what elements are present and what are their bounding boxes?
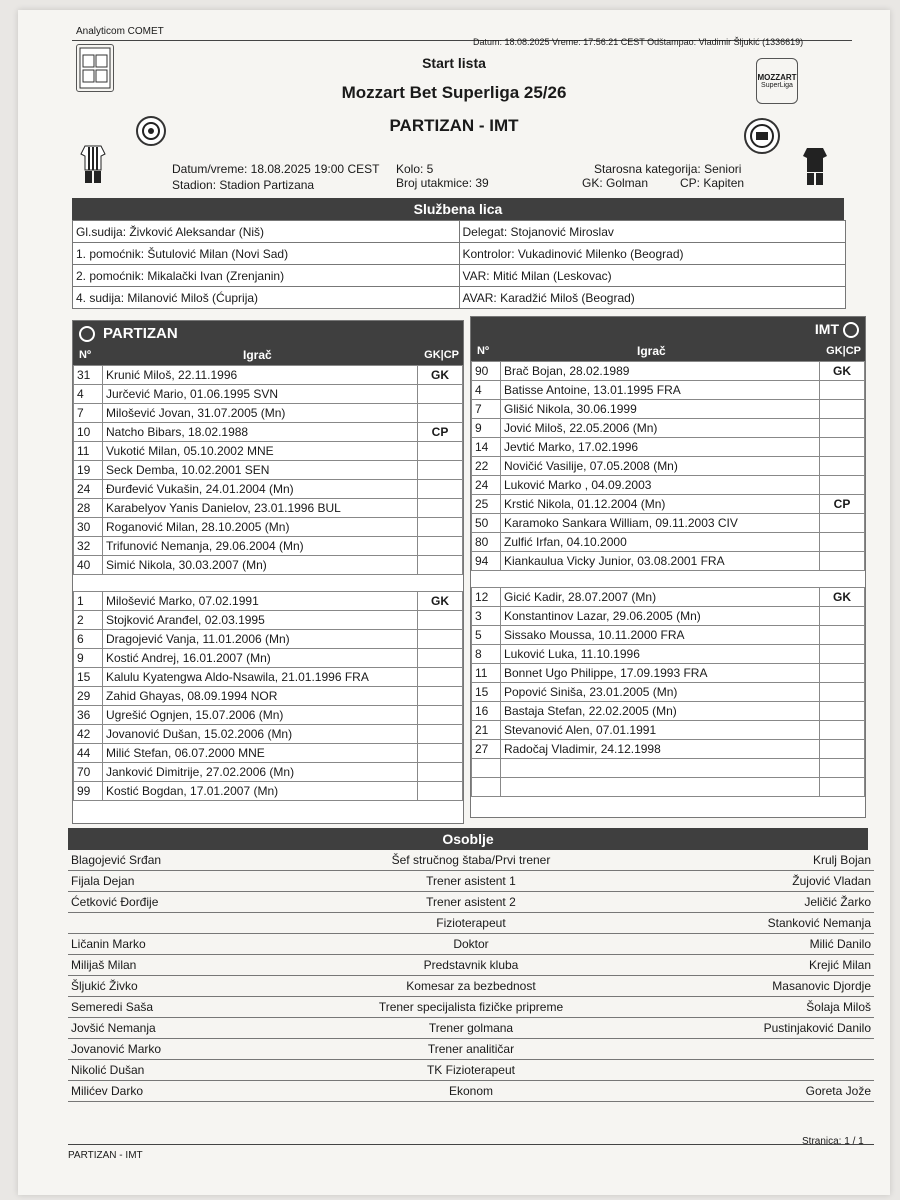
player-number: 42: [74, 725, 103, 744]
away-staff-name: Stanković Nemanja: [656, 913, 874, 934]
player-name: Seck Demba, 10.02.2001 SEN: [103, 461, 418, 480]
player-number: 29: [74, 687, 103, 706]
home-starters-table: [73, 365, 463, 575]
player-row: [472, 778, 865, 797]
away-col-player: Igrač: [637, 344, 666, 358]
player-role: [820, 607, 865, 626]
player-number: 21: [472, 721, 501, 740]
player-role: [418, 537, 463, 556]
player-name: Stojković Aranđel, 02.03.1995: [103, 611, 418, 630]
away-team-panel: [470, 316, 866, 818]
player-row: [472, 683, 865, 702]
player-name: Karamoko Sankara William, 09.11.2003 CIV: [501, 514, 820, 533]
player-row: [472, 362, 865, 381]
player-number: 16: [472, 702, 501, 721]
player-role: CP: [820, 495, 865, 514]
player-name: Luković Marko , 04.09.2003: [501, 476, 820, 495]
player-role: [820, 457, 865, 476]
staff-row: [68, 871, 874, 892]
player-row: [74, 404, 463, 423]
player-role: [418, 744, 463, 763]
player-role: GK: [418, 366, 463, 385]
official-delegate-cell: VAR: Mitić Milan (Leskovac): [459, 265, 846, 287]
player-name: Kostić Bogdan, 17.01.2007 (Mn): [103, 782, 418, 801]
home-team-panel: [72, 320, 464, 824]
staff-row: [68, 1060, 874, 1081]
official-referee-cell: 1. pomoćnik: Šutulović Milan (Novi Sad): [73, 243, 460, 265]
player-number: 15: [74, 668, 103, 687]
player-role: [820, 664, 865, 683]
player-row: [74, 366, 463, 385]
player-role: [418, 725, 463, 744]
player-name: Milošević Marko, 07.02.1991: [103, 592, 418, 611]
player-number: 99: [74, 782, 103, 801]
player-number: 36: [74, 706, 103, 725]
officials-title: Službena lica: [72, 198, 844, 220]
player-number: 12: [472, 588, 501, 607]
staff-role: Predstavnik kluba: [286, 955, 657, 976]
player-row: [472, 438, 865, 457]
player-role: [820, 702, 865, 721]
player-name: Krstić Nikola, 01.12.2004 (Mn): [501, 495, 820, 514]
player-number: 40: [74, 556, 103, 575]
player-name: Zulfić Irfan, 04.10.2000: [501, 533, 820, 552]
player-role: [418, 630, 463, 649]
away-col-gkcp: GK|CP: [826, 345, 861, 357]
player-row: [472, 702, 865, 721]
player-number: 22: [472, 457, 501, 476]
player-number: 8: [472, 645, 501, 664]
player-name: Dragojević Vanja, 11.01.2006 (Mn): [103, 630, 418, 649]
player-role: [418, 611, 463, 630]
player-role: [820, 721, 865, 740]
player-number: 70: [74, 763, 103, 782]
player-row: [472, 645, 865, 664]
player-row: [74, 782, 463, 801]
partizan-crest-icon: [136, 116, 166, 146]
player-number: 7: [472, 400, 501, 419]
player-number: 5: [472, 626, 501, 645]
home-col-no: Nº: [79, 349, 91, 361]
age-category: Starosna kategorija: Seniori: [594, 162, 742, 176]
player-row: [74, 442, 463, 461]
player-name: Zahid Ghayas, 08.09.1994 NOR: [103, 687, 418, 706]
player-row: [472, 607, 865, 626]
player-row: [472, 381, 865, 400]
player-name: Glišić Nikola, 30.06.1999: [501, 400, 820, 419]
player-name: Stevanović Alen, 07.01.1991: [501, 721, 820, 740]
away-staff-name: [656, 1060, 874, 1081]
player-row: [74, 630, 463, 649]
player-name: Kiankaulua Vicky Junior, 03.08.2001 FRA: [501, 552, 820, 571]
imt-crest-icon: [744, 118, 780, 154]
player-number: 14: [472, 438, 501, 457]
home-staff-name: Fijala Dejan: [68, 871, 286, 892]
player-number: 44: [74, 744, 103, 763]
player-number: 80: [472, 533, 501, 552]
player-number: 27: [472, 740, 501, 759]
staff-role: Doktor: [286, 934, 657, 955]
player-row: [74, 537, 463, 556]
staff-role: Trener golmana: [286, 1018, 657, 1039]
staff-role: Komesar za bezbednost: [286, 976, 657, 997]
player-role: [820, 740, 865, 759]
away-staff-name: Krulj Bojan: [656, 850, 874, 871]
match-number: Broj utakmice: 39: [396, 176, 489, 190]
match-datetime: Datum/vreme: 18.08.2025 19:00 CEST: [172, 162, 380, 176]
player-row: [74, 649, 463, 668]
player-name: Jevtić Marko, 17.02.1996: [501, 438, 820, 457]
player-row: [472, 419, 865, 438]
home-staff-name: Jovšić Nemanja: [68, 1018, 286, 1039]
player-role: [418, 385, 463, 404]
player-number: 19: [74, 461, 103, 480]
official-referee-cell: 4. sudija: Milanović Miloš (Ćuprija): [73, 287, 460, 309]
player-number: 25: [472, 495, 501, 514]
home-col-gkcp: GK|CP: [424, 349, 459, 361]
player-name: Karabelyov Yanis Danielov, 23.01.1996 BUL: [103, 499, 418, 518]
player-name: Kostić Andrej, 16.01.2007 (Mn): [103, 649, 418, 668]
player-row: [74, 744, 463, 763]
home-staff-name: Nikolić Dušan: [68, 1060, 286, 1081]
player-number: 11: [472, 664, 501, 683]
player-number: 1: [74, 592, 103, 611]
player-role: GK: [820, 362, 865, 381]
player-number: 2: [74, 611, 103, 630]
player-row: [472, 721, 865, 740]
player-number: 4: [472, 381, 501, 400]
player-role: [820, 400, 865, 419]
player-name: Krunić Miloš, 22.11.1996: [103, 366, 418, 385]
player-role: [418, 668, 463, 687]
away-staff-name: Goreta Jože: [656, 1081, 874, 1102]
player-role: [820, 626, 865, 645]
player-name: Kalulu Kyatengwa Aldo-Nsawila, 21.01.1996 FRA: [103, 668, 418, 687]
home-staff-name: Šljukić Živko: [68, 976, 286, 997]
player-number: 28: [74, 499, 103, 518]
player-number: 6: [74, 630, 103, 649]
player-number: 50: [472, 514, 501, 533]
player-role: GK: [418, 592, 463, 611]
player-role: [418, 649, 463, 668]
away-staff-name: Krejić Milan: [656, 955, 874, 976]
staff-row: [68, 850, 874, 871]
player-name: Sissako Moussa, 10.11.2000 FRA: [501, 626, 820, 645]
player-role: [418, 782, 463, 801]
player-number: 24: [74, 480, 103, 499]
away-team-name: IMT: [814, 321, 839, 337]
player-name: Batisse Antoine, 13.01.1995 FRA: [501, 381, 820, 400]
player-number: 30: [74, 518, 103, 537]
player-name: Ugrešić Ognjen, 15.07.2006 (Mn): [103, 706, 418, 725]
player-role: [418, 687, 463, 706]
player-role: [418, 480, 463, 499]
officials-table: [72, 220, 846, 309]
brand-label: Analyticom COMET: [76, 26, 164, 37]
player-role: [820, 533, 865, 552]
player-row: [74, 480, 463, 499]
player-row: [74, 461, 463, 480]
player-number: 9: [74, 649, 103, 668]
player-number: 31: [74, 366, 103, 385]
player-role: [418, 499, 463, 518]
league-logo: MOZZART SuperLiga: [756, 58, 798, 104]
player-role: [418, 404, 463, 423]
match-stadium: Stadion: Stadion Partizana: [172, 178, 315, 192]
player-number: 24: [472, 476, 501, 495]
player-name: Novičić Vasilije, 07.05.2008 (Mn): [501, 457, 820, 476]
staff-role: Fizioterapeut: [286, 913, 657, 934]
player-role: [418, 556, 463, 575]
player-row: [74, 423, 463, 442]
player-row: [74, 668, 463, 687]
match-round: Kolo: 5: [396, 162, 434, 176]
footer-page: Stranica: 1 / 1: [802, 1136, 864, 1147]
home-staff-name: Milijaš Milan: [68, 955, 286, 976]
competition-title: Mozzart Bet Superliga 25/26: [341, 83, 567, 102]
away-staff-name: Žujović Vladan: [656, 871, 874, 892]
player-row: [74, 592, 463, 611]
player-name: Trifunović Nemanja, 29.06.2004 (Mn): [103, 537, 418, 556]
player-number: 94: [472, 552, 501, 571]
player-role: [820, 476, 865, 495]
player-name: Brač Bojan, 28.02.1989: [501, 362, 820, 381]
player-row: [472, 759, 865, 778]
player-row: [74, 725, 463, 744]
official-delegate-cell: Kontrolor: Vukadinović Milenko (Beograd): [459, 243, 846, 265]
match-title: PARTIZAN - IMT: [389, 116, 519, 135]
player-role: CP: [418, 423, 463, 442]
player-role: GK: [820, 588, 865, 607]
staff-row: [68, 997, 874, 1018]
player-row: [74, 687, 463, 706]
doc-title: Start lista: [422, 55, 486, 71]
official-row: [73, 243, 846, 265]
player-row: [74, 763, 463, 782]
cp-legend: CP: Kapiten: [680, 176, 745, 190]
away-starters-table: [471, 361, 865, 571]
player-name: [501, 778, 820, 797]
player-name: Milić Stefan, 06.07.2000 MNE: [103, 744, 418, 763]
player-name: Natcho Bibars, 18.02.1988: [103, 423, 418, 442]
player-number: 32: [74, 537, 103, 556]
player-row: [472, 400, 865, 419]
player-row: [74, 518, 463, 537]
home-staff-name: Jovanović Marko: [68, 1039, 286, 1060]
player-row: [472, 457, 865, 476]
player-role: [418, 442, 463, 461]
player-role: [418, 518, 463, 537]
player-number: 11: [74, 442, 103, 461]
staff-title: Osoblje: [68, 828, 868, 850]
official-delegate-cell: AVAR: Karadžić Miloš (Beograd): [459, 287, 846, 309]
away-staff-name: Masanovic Djordje: [656, 976, 874, 997]
player-role: [820, 381, 865, 400]
away-staff-name: Šolaja Miloš: [656, 997, 874, 1018]
home-col-player: Igrač: [243, 348, 272, 362]
staff-row: [68, 1081, 874, 1102]
away-staff-name: [656, 1039, 874, 1060]
home-staff-name: Ličanin Marko: [68, 934, 286, 955]
player-role: [418, 706, 463, 725]
staff-row: [68, 934, 874, 955]
home-staff-name: Ćetković Đorđije: [68, 892, 286, 913]
player-number: [472, 778, 501, 797]
staff-table: [68, 850, 874, 1102]
player-role: [418, 461, 463, 480]
player-role: [820, 778, 865, 797]
player-name: Radočaj Vladimir, 24.12.1998: [501, 740, 820, 759]
player-name: Popović Siniša, 23.01.2005 (Mn): [501, 683, 820, 702]
player-row: [74, 556, 463, 575]
start-list-sheet: [18, 10, 890, 1195]
staff-row: [68, 1039, 874, 1060]
player-row: [472, 476, 865, 495]
player-name: Janković Dimitrije, 27.02.2006 (Mn): [103, 763, 418, 782]
player-row: [472, 740, 865, 759]
player-number: 9: [472, 419, 501, 438]
player-number: 4: [74, 385, 103, 404]
player-name: Luković Luka, 11.10.1996: [501, 645, 820, 664]
player-name: Milošević Jovan, 31.07.2005 (Mn): [103, 404, 418, 423]
player-role: [820, 759, 865, 778]
footer-rule: [68, 1144, 874, 1145]
official-row: [73, 265, 846, 287]
player-number: 15: [472, 683, 501, 702]
staff-row: [68, 913, 874, 934]
player-role: [820, 514, 865, 533]
player-name: Bastaja Stefan, 22.02.2005 (Mn): [501, 702, 820, 721]
player-row: [472, 514, 865, 533]
player-number: 3: [472, 607, 501, 626]
away-col-no: Nº: [477, 345, 489, 357]
player-row: [472, 588, 865, 607]
player-name: Vukotić Milan, 05.10.2002 MNE: [103, 442, 418, 461]
away-crest-icon: [843, 322, 859, 338]
player-row: [472, 533, 865, 552]
player-role: [820, 438, 865, 457]
home-team-name: PARTIZAN: [103, 325, 178, 342]
player-row: [472, 626, 865, 645]
official-referee-cell: 2. pomoćnik: Mikalački Ivan (Zrenjanin): [73, 265, 460, 287]
home-staff-name: Blagojević Srđan: [68, 850, 286, 871]
player-row: [472, 552, 865, 571]
player-number: [472, 759, 501, 778]
player-name: Konstantinov Lazar, 29.06.2005 (Mn): [501, 607, 820, 626]
staff-row: [68, 976, 874, 997]
player-role: [418, 763, 463, 782]
staff-role: TK Fizioterapeut: [286, 1060, 657, 1081]
gk-legend: GK: Golman: [582, 176, 649, 190]
home-staff-name: Milićev Darko: [68, 1081, 286, 1102]
away-staff-name: Pustinjaković Danilo: [656, 1018, 874, 1039]
player-row: [74, 385, 463, 404]
official-row: [73, 287, 846, 309]
player-name: Jović Miloš, 22.05.2006 (Mn): [501, 419, 820, 438]
player-row: [74, 499, 463, 518]
player-name: Jovanović Dušan, 15.02.2006 (Mn): [103, 725, 418, 744]
away-staff-name: Jeličić Žarko: [656, 892, 874, 913]
player-role: [820, 552, 865, 571]
player-number: 90: [472, 362, 501, 381]
staff-row: [68, 892, 874, 913]
home-crest-icon: [79, 326, 95, 342]
home-subs-table: [73, 591, 463, 801]
official-referee-cell: Gl.sudija: Živković Aleksandar (Niš): [73, 221, 460, 243]
player-name: [501, 759, 820, 778]
staff-role: Trener analitičar: [286, 1039, 657, 1060]
staff-role: Trener specijalista fizičke pripreme: [286, 997, 657, 1018]
player-role: [820, 419, 865, 438]
player-row: [472, 664, 865, 683]
staff-row: [68, 1018, 874, 1039]
player-role: [820, 683, 865, 702]
staff-role: Trener asistent 2: [286, 892, 657, 913]
player-row: [472, 495, 865, 514]
player-name: Roganović Milan, 28.10.2005 (Mn): [103, 518, 418, 537]
print-timestamp: Datum: 18.08.2025 Vreme: 17:56:21 CEST Odštampao: Vladimir Šljukić (1336619): [473, 37, 804, 47]
official-row: [73, 221, 846, 243]
footer-match: PARTIZAN - IMT: [68, 1150, 143, 1161]
player-row: [74, 706, 463, 725]
away-staff-name: Milić Danilo: [656, 934, 874, 955]
player-name: Gicić Kadir, 28.07.2007 (Mn): [501, 588, 820, 607]
staff-row: [68, 955, 874, 976]
staff-role: Ekonom: [286, 1081, 657, 1102]
official-delegate-cell: Delegat: Stojanović Miroslav: [459, 221, 846, 243]
player-role: [820, 645, 865, 664]
staff-role: Šef stručnog štaba/Prvi trener: [286, 850, 657, 871]
home-staff-name: Semeredi Saša: [68, 997, 286, 1018]
home-staff-name: [68, 913, 286, 934]
player-name: Bonnet Ugo Philippe, 17.09.1993 FRA: [501, 664, 820, 683]
player-number: 7: [74, 404, 103, 423]
player-number: 10: [74, 423, 103, 442]
away-subs-table: [471, 587, 865, 797]
player-name: Jurčević Mario, 01.06.1995 SVN: [103, 385, 418, 404]
staff-role: Trener asistent 1: [286, 871, 657, 892]
home-kit-icon: [80, 144, 106, 191]
player-name: Simić Nikola, 30.03.2007 (Mn): [103, 556, 418, 575]
player-row: [74, 611, 463, 630]
away-kit-icon: [802, 146, 828, 193]
player-name: Đurđević Vukašin, 24.01.2004 (Mn): [103, 480, 418, 499]
